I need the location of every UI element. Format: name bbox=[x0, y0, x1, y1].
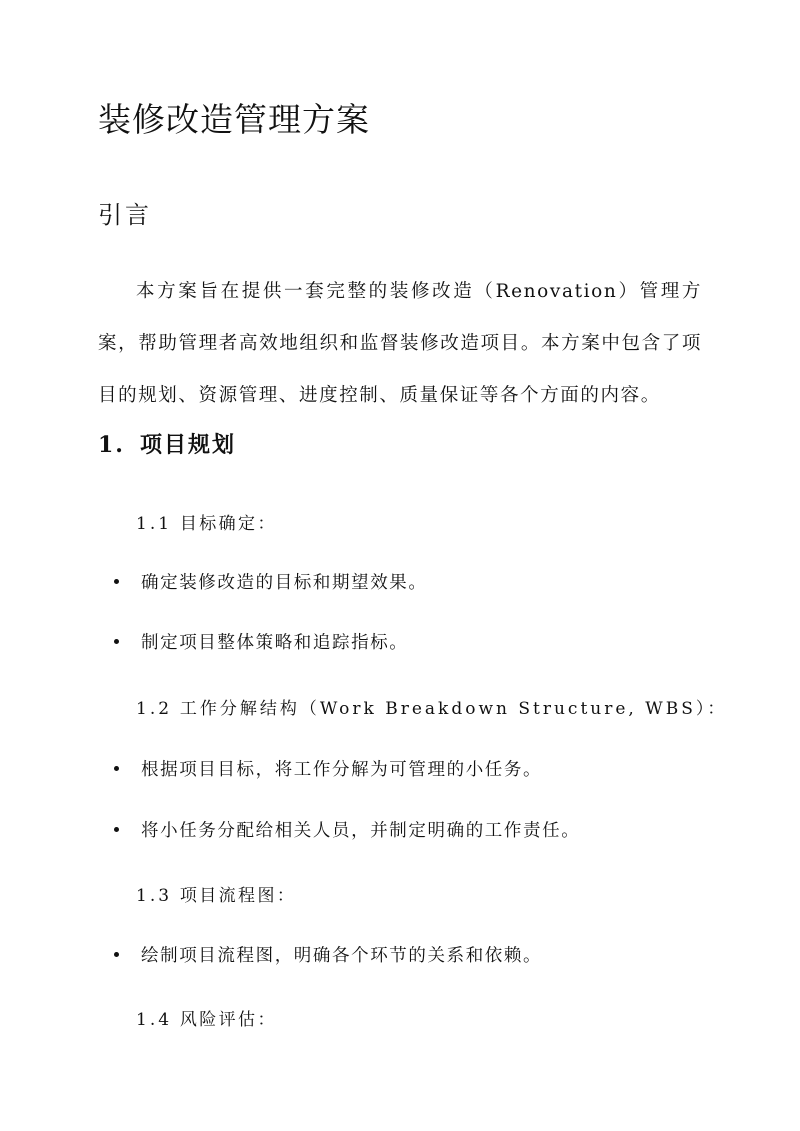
subsection-number: 1.3 bbox=[136, 886, 173, 906]
intro-heading: 引言 bbox=[98, 201, 152, 229]
subsection-label: 目标确定： bbox=[179, 514, 277, 534]
subsection-1-2 bbox=[136, 694, 727, 719]
list-item-text: 绘制项目流程图，明确各个环节的关系和依赖。 bbox=[141, 946, 543, 966]
intro-paragraph: 本方案旨在提供一套完整的装修改造（Renovation）管理方案，帮助管理者高效地组织和监督装修改造项目。本方案中包含了项目的规划、资源管理、进度控制、质量保证等各个方面的内容。 bbox=[98, 281, 702, 406]
bullet-icon bbox=[114, 579, 119, 584]
list-item bbox=[114, 569, 428, 594]
list-item bbox=[114, 817, 580, 842]
list-item bbox=[114, 756, 542, 781]
section-1-title: 项目规划 bbox=[140, 432, 237, 458]
document-title: 装修改造管理方案 bbox=[98, 100, 370, 139]
list-item-text: 制定项目整体策略和追踪指标。 bbox=[141, 633, 409, 653]
list-item-text: 根据项目目标，将工作分解为可管理的小任务。 bbox=[141, 760, 543, 780]
subsection-label: 风险评估： bbox=[179, 1010, 277, 1030]
subsection-label: 工作分解结构（Work Breakdown Structure, WBS）： bbox=[179, 699, 728, 719]
subsection-label: 项目流程图： bbox=[179, 886, 297, 906]
section-1-heading bbox=[98, 428, 236, 459]
subsection-number: 1.2 bbox=[136, 699, 173, 719]
list-item-text: 将小任务分配给相关人员，并制定明确的工作责任。 bbox=[141, 821, 581, 841]
subsection-number: 1.1 bbox=[136, 514, 173, 534]
list-item bbox=[114, 942, 542, 967]
bullet-icon bbox=[114, 639, 119, 644]
bullet-icon bbox=[114, 766, 119, 771]
subsection-1-3 bbox=[136, 881, 296, 906]
bullet-icon bbox=[114, 952, 119, 957]
subsection-number: 1.4 bbox=[136, 1010, 173, 1030]
subsection-1-4 bbox=[136, 1005, 277, 1030]
list-item bbox=[114, 629, 408, 654]
subsection-1-1 bbox=[136, 509, 277, 534]
bullet-icon bbox=[114, 827, 119, 832]
section-1-number: 1. bbox=[98, 432, 125, 458]
list-item-text: 确定装修改造的目标和期望效果。 bbox=[141, 573, 428, 593]
